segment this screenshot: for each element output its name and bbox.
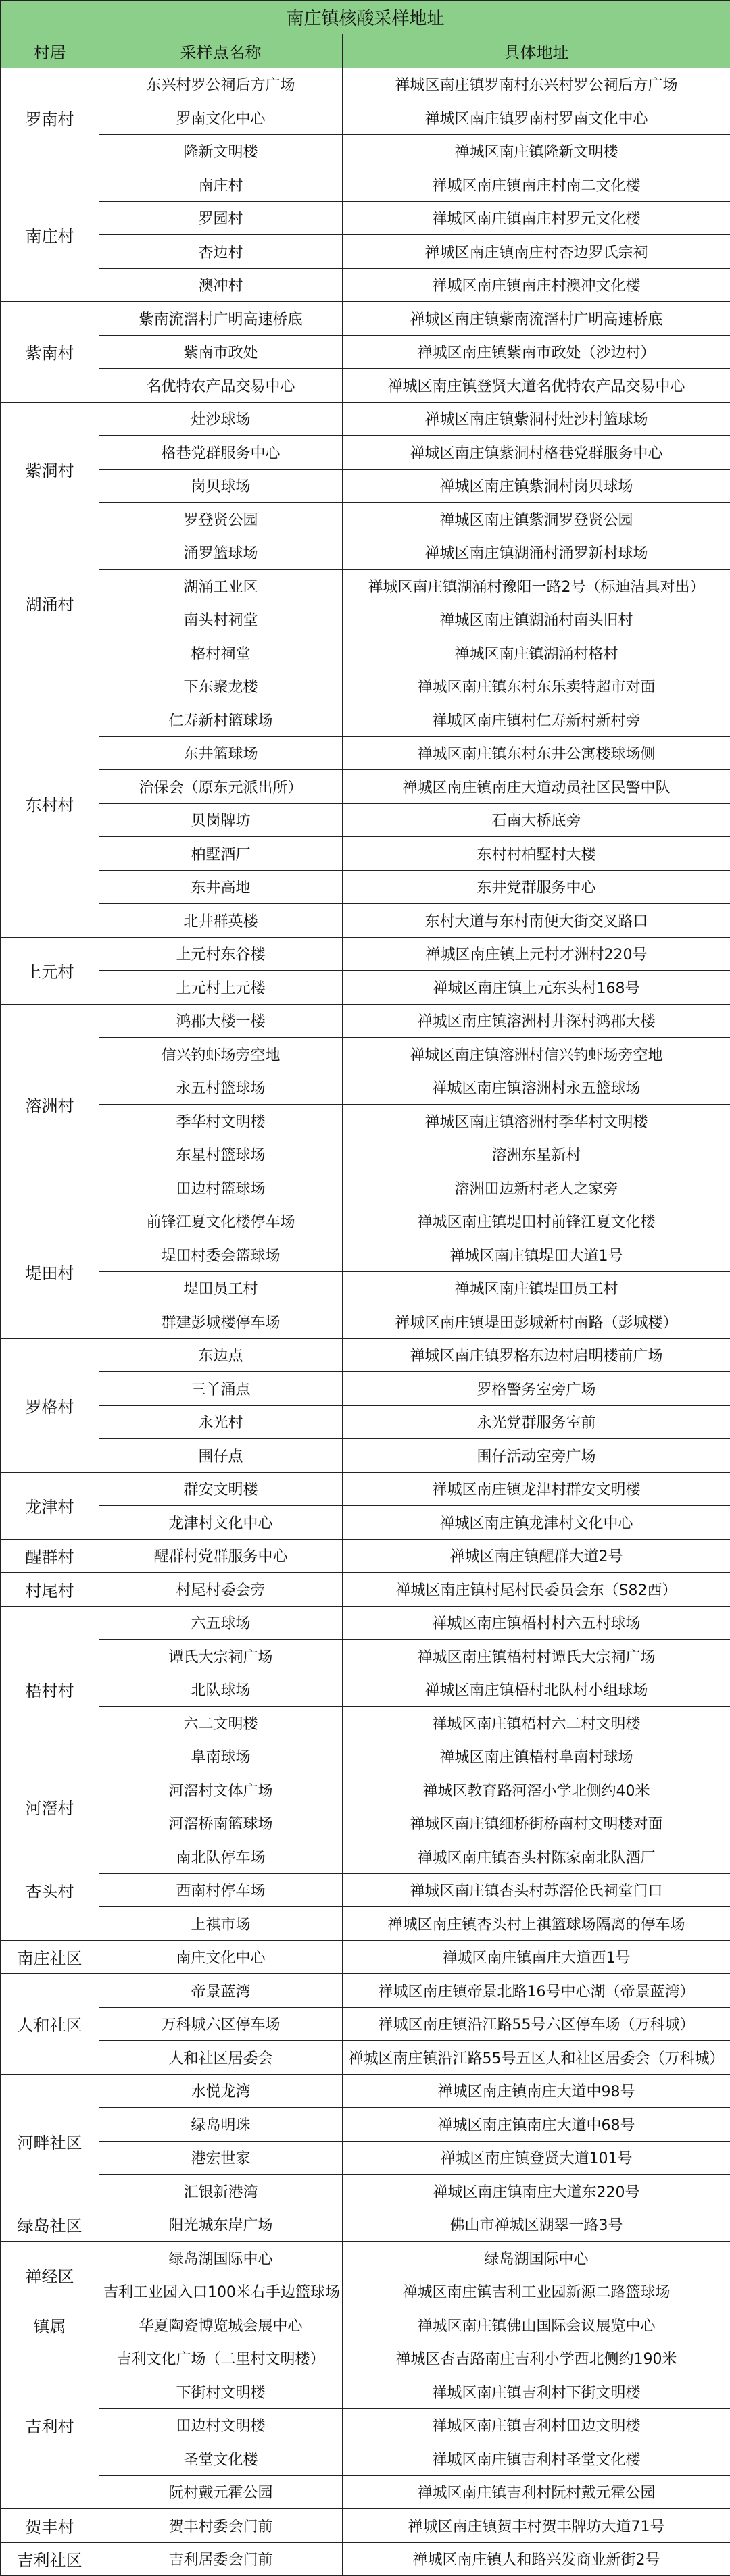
address-cell: 禅城区南庄镇堤田村前锋江夏文化楼 — [343, 1205, 730, 1238]
site-name-cell: 东井篮球场 — [99, 736, 343, 770]
table-row — [1, 2074, 730, 2108]
table-row — [1, 2509, 730, 2543]
address-cell: 禅城区南庄镇吉利村下街文明楼 — [343, 2375, 730, 2409]
address-cell: 禅城区南庄镇紫南流滘村广明高速桥底 — [343, 302, 730, 336]
address-cell: 永光党群服务室前 — [343, 1405, 730, 1439]
table-row — [1, 2342, 730, 2375]
address-cell: 禅城区杏吉路南庄吉利小学西北侧约190米 — [343, 2342, 730, 2375]
site-name-cell: 村尾村委会旁 — [99, 1573, 343, 1607]
site-name-cell: 灶沙球场 — [99, 402, 343, 436]
table-row — [1, 2442, 730, 2476]
table-row — [1, 1640, 730, 1673]
site-name-cell: 吉利工业园入口100米右手边篮球场 — [99, 2275, 343, 2308]
table-row — [1, 369, 730, 403]
village-cell: 河畔社区 — [1, 2074, 99, 2208]
village-cell: 紫洞村 — [1, 402, 99, 536]
site-name-cell: 格村祠堂 — [99, 636, 343, 670]
address-cell: 禅城区南庄镇湖涌村涌罗新村球场 — [343, 536, 730, 570]
table-row — [1, 503, 730, 536]
site-name-cell: 北井群英楼 — [99, 904, 343, 938]
address-cell: 禅城区南庄镇杏头村上祺篮球场隔离的停车场 — [343, 1907, 730, 1941]
address-cell: 禅城区南庄镇堤田大道1号 — [343, 1238, 730, 1272]
table-row — [1, 1472, 730, 1506]
table-row — [1, 1071, 730, 1105]
site-name-cell: 治保会（原东元派出所） — [99, 770, 343, 804]
village-cell: 村尾村 — [1, 1573, 99, 1607]
address-cell: 禅城区南庄镇杏头村陈家南北队酒厂 — [343, 1840, 730, 1874]
site-name-cell: 田边村篮球场 — [99, 1171, 343, 1205]
site-name-cell: 东星村篮球场 — [99, 1138, 343, 1171]
address-cell: 禅城区南庄镇杏头村苏滘伦氏祠堂门口 — [343, 1873, 730, 1907]
table-row — [1, 670, 730, 703]
site-name-cell: 汇银新港湾 — [99, 2175, 343, 2208]
address-cell: 东村大道与东村南便大街交叉路口 — [343, 904, 730, 938]
address-cell: 禅城区南庄镇南庄村澳冲文化楼 — [343, 268, 730, 302]
page-title: 南庄镇核酸采样地址 — [1, 1, 730, 34]
address-cell: 禅城区南庄镇罗格东边村启明楼前广场 — [343, 1338, 730, 1372]
village-cell: 吉利村 — [1, 2342, 99, 2509]
village-cell: 堤田村 — [1, 1205, 99, 1338]
site-name-cell: 万科城六区停车场 — [99, 2007, 343, 2041]
table-row — [1, 1138, 730, 1171]
village-cell: 贺丰村 — [1, 2509, 99, 2543]
village-cell: 人和社区 — [1, 1974, 99, 2075]
address-cell: 禅城区南庄镇南庄村杏边罗氏宗祠 — [343, 235, 730, 269]
table-row — [1, 469, 730, 503]
site-name-cell: 永光村 — [99, 1405, 343, 1439]
address-cell: 禅城区南庄镇贺丰村贺丰牌坊大道71号 — [343, 2509, 730, 2543]
header-site-name: 采样点名称 — [99, 34, 343, 68]
site-name-cell: 人和社区居委会 — [99, 2041, 343, 2075]
address-cell: 禅城区南庄镇紫洞村灶沙村篮球场 — [343, 402, 730, 436]
address-cell: 禅城区南庄镇龙津村文化中心 — [343, 1506, 730, 1540]
address-cell: 东井党群服务中心 — [343, 870, 730, 904]
site-name-cell: 鸿郡大楼一楼 — [99, 1004, 343, 1038]
table-row — [1, 837, 730, 871]
address-cell: 佛山市禅城区湖翠一路3号 — [343, 2208, 730, 2242]
village-cell: 溶洲村 — [1, 1004, 99, 1205]
table-row — [1, 870, 730, 904]
address-cell: 石南大桥底旁 — [343, 803, 730, 837]
site-name-cell: 上元村上元楼 — [99, 971, 343, 1005]
table-row — [1, 1238, 730, 1272]
address-cell: 溶洲田边新村老人之家旁 — [343, 1171, 730, 1205]
table-row — [1, 1305, 730, 1339]
village-cell: 紫南村 — [1, 302, 99, 403]
site-name-cell: 南北队停车场 — [99, 1840, 343, 1874]
table-row — [1, 235, 730, 269]
site-name-cell: 吉利文化广场（二里村文明楼） — [99, 2342, 343, 2375]
table-row — [1, 1439, 730, 1473]
village-cell: 罗南村 — [1, 68, 99, 168]
address-cell: 围仔活动室旁广场 — [343, 1439, 730, 1473]
table-row — [1, 536, 730, 570]
site-name-cell: 阮村戴元霍公园 — [99, 2475, 343, 2509]
table-row — [1, 1907, 730, 1941]
village-cell: 吉利社区 — [1, 2542, 99, 2576]
table-row — [1, 335, 730, 369]
site-name-cell: 柏墅酒厂 — [99, 837, 343, 871]
address-cell: 禅城区南庄镇紫洞罗登贤公园 — [343, 503, 730, 536]
table-row — [1, 2108, 730, 2142]
address-cell: 禅城区南庄镇沿江路55号五区人和社区居委会（万科城） — [343, 2041, 730, 2075]
site-name-cell: 西南村停车场 — [99, 1873, 343, 1907]
site-name-cell: 罗登贤公园 — [99, 503, 343, 536]
site-name-cell: 下街村文明楼 — [99, 2375, 343, 2409]
table-row — [1, 636, 730, 670]
address-cell: 禅城区南庄镇溶洲村信兴钓虾场旁空地 — [343, 1038, 730, 1071]
address-cell: 东村村柏墅村大楼 — [343, 837, 730, 871]
site-name-cell: 季华村文明楼 — [99, 1105, 343, 1138]
site-name-cell: 南庄文化中心 — [99, 1940, 343, 1974]
table-row — [1, 134, 730, 168]
table-row — [1, 68, 730, 101]
site-name-cell: 罗园村 — [99, 201, 343, 235]
table-row — [1, 268, 730, 302]
village-cell: 上元村 — [1, 937, 99, 1004]
site-name-cell: 阜南球场 — [99, 1740, 343, 1773]
table-row — [1, 2007, 730, 2041]
table-row — [1, 1405, 730, 1439]
site-name-cell: 杏边村 — [99, 235, 343, 269]
site-name-cell: 永五村篮球场 — [99, 1071, 343, 1105]
address-cell: 禅城区南庄镇上元村才洲村220号 — [343, 937, 730, 971]
table-row — [1, 1707, 730, 1740]
table-row — [1, 2542, 730, 2576]
table-row — [1, 1539, 730, 1573]
table-row — [1, 971, 730, 1005]
address-cell: 禅城区南庄镇隆新文明楼 — [343, 134, 730, 168]
table-row — [1, 402, 730, 436]
table-row — [1, 1873, 730, 1907]
village-cell: 梧村村 — [1, 1606, 99, 1773]
site-name-cell: 三丫涌点 — [99, 1372, 343, 1406]
address-cell: 禅城区南庄镇吉利村田边文明楼 — [343, 2408, 730, 2442]
site-name-cell: 醒群村党群服务中心 — [99, 1539, 343, 1573]
table-row — [1, 736, 730, 770]
table-row — [1, 603, 730, 636]
table-row — [1, 1673, 730, 1707]
table-row — [1, 302, 730, 336]
address-cell: 绿岛湖国际中心 — [343, 2242, 730, 2275]
village-cell: 镇属 — [1, 2308, 99, 2342]
address-cell: 禅城区南庄镇登贤大道101号 — [343, 2141, 730, 2175]
table-row — [1, 803, 730, 837]
address-cell: 禅城区南庄镇人和路兴发商业新街2号 — [343, 2542, 730, 2576]
address-cell: 禅城区南庄镇龙津村群安文明楼 — [343, 1472, 730, 1506]
table-row — [1, 2475, 730, 2509]
table-row — [1, 1974, 730, 2008]
table-row — [1, 1573, 730, 1607]
table-row — [1, 2242, 730, 2275]
address-cell: 禅城区南庄镇梧村村谭氏大宗祠广场 — [343, 1640, 730, 1673]
site-name-cell: 澳冲村 — [99, 268, 343, 302]
table-row — [1, 570, 730, 603]
table-row — [1, 1105, 730, 1138]
site-name-cell: 贝岗牌坊 — [99, 803, 343, 837]
table-row — [1, 1606, 730, 1640]
address-cell: 禅城区南庄镇帝景北路16号中心湖（帝景蓝湾） — [343, 1974, 730, 2008]
table-row — [1, 904, 730, 938]
table-row — [1, 2408, 730, 2442]
table-row — [1, 1271, 730, 1305]
table-row — [1, 2175, 730, 2208]
site-name-cell: 紫南流滘村广明高速桥底 — [99, 302, 343, 336]
site-name-cell: 东边点 — [99, 1338, 343, 1372]
table-row — [1, 1004, 730, 1038]
site-name-cell: 龙津村文化中心 — [99, 1506, 343, 1540]
table-body — [1, 68, 730, 2576]
site-name-cell: 群建彭城楼停车场 — [99, 1305, 343, 1339]
site-name-cell: 围仔点 — [99, 1439, 343, 1473]
site-name-cell: 河滘村文体广场 — [99, 1773, 343, 1807]
site-name-cell: 贺丰村委会门前 — [99, 2509, 343, 2543]
address-cell: 禅城区南庄镇梧村北队村小组球场 — [343, 1673, 730, 1707]
address-cell: 禅城区南庄镇南庄大道中68号 — [343, 2108, 730, 2142]
site-name-cell: 岗贝球场 — [99, 469, 343, 503]
village-cell: 湖涌村 — [1, 536, 99, 670]
site-name-cell: 前锋江夏文化楼停车场 — [99, 1205, 343, 1238]
header-row — [1, 34, 730, 68]
header-address: 具体地址 — [343, 34, 730, 68]
site-name-cell: 涌罗篮球场 — [99, 536, 343, 570]
address-cell: 禅城区南庄镇登贤大道名优特农产品交易中心 — [343, 369, 730, 403]
site-name-cell: 田边村文明楼 — [99, 2408, 343, 2442]
village-cell: 杏头村 — [1, 1840, 99, 1941]
address-cell: 禅城区南庄镇紫洞村格巷党群服务中心 — [343, 436, 730, 470]
table-row — [1, 1506, 730, 1540]
table-row — [1, 1840, 730, 1874]
table-row — [1, 201, 730, 235]
table-row — [1, 101, 730, 135]
village-cell: 东村村 — [1, 670, 99, 937]
address-cell: 禅城区南庄镇罗南村东兴村罗公祠后方广场 — [343, 68, 730, 101]
header-village: 村居 — [1, 34, 99, 68]
address-cell: 禅城区南庄镇上元东头村168号 — [343, 971, 730, 1005]
site-name-cell: 上元村东谷楼 — [99, 937, 343, 971]
table-row — [1, 1038, 730, 1071]
table-row — [1, 1205, 730, 1238]
village-cell: 绿岛社区 — [1, 2208, 99, 2242]
site-name-cell: 北队球场 — [99, 1673, 343, 1707]
table-row — [1, 168, 730, 202]
village-cell: 罗格村 — [1, 1338, 99, 1472]
address-cell: 禅城区南庄镇吉利村圣堂文化楼 — [343, 2442, 730, 2476]
site-name-cell: 上祺市场 — [99, 1907, 343, 1941]
address-cell: 禅城区南庄镇南庄大道西1号 — [343, 1940, 730, 1974]
village-cell: 龙津村 — [1, 1472, 99, 1539]
site-name-cell: 下东聚龙楼 — [99, 670, 343, 703]
site-name-cell: 名优特农产品交易中心 — [99, 369, 343, 403]
site-name-cell: 格巷党群服务中心 — [99, 436, 343, 470]
address-cell: 罗格警务室旁广场 — [343, 1372, 730, 1406]
address-cell: 禅城区南庄镇村仁寿新村新村旁 — [343, 703, 730, 737]
table-row — [1, 1940, 730, 1974]
site-name-cell: 仁寿新村篮球场 — [99, 703, 343, 737]
table-row — [1, 1372, 730, 1406]
address-cell: 禅城区南庄镇南庄大道中98号 — [343, 2074, 730, 2108]
address-cell: 禅城区南庄镇紫南市政处（沙边村） — [343, 335, 730, 369]
site-name-cell: 圣堂文化楼 — [99, 2442, 343, 2476]
site-name-cell: 绿岛湖国际中心 — [99, 2242, 343, 2275]
address-cell: 禅城区南庄镇南庄大道动员社区民警中队 — [343, 770, 730, 804]
site-name-cell: 罗南文化中心 — [99, 101, 343, 135]
address-cell: 禅城区南庄镇梧村阜南村球场 — [343, 1740, 730, 1773]
site-name-cell: 六五球场 — [99, 1606, 343, 1640]
site-name-cell: 堤田员工村 — [99, 1271, 343, 1305]
address-cell: 禅城区南庄镇梧村六二村文明楼 — [343, 1707, 730, 1740]
village-cell: 南庄社区 — [1, 1940, 99, 1974]
site-name-cell: 华夏陶瓷博览城会展中心 — [99, 2308, 343, 2342]
address-cell: 禅城区南庄镇溶洲村季华村文明楼 — [343, 1105, 730, 1138]
village-cell: 河滘村 — [1, 1773, 99, 1840]
address-cell: 禅城区南庄镇东村东乐卖特超市对面 — [343, 670, 730, 703]
table-row — [1, 436, 730, 470]
site-name-cell: 隆新文明楼 — [99, 134, 343, 168]
site-name-cell: 阳光城东岸广场 — [99, 2208, 343, 2242]
address-cell: 禅城区南庄镇湖涌村格村 — [343, 636, 730, 670]
table-row — [1, 770, 730, 804]
address-cell: 禅城区南庄镇东村东井公寓楼球场侧 — [343, 736, 730, 770]
table-row — [1, 1740, 730, 1773]
address-cell: 禅城区南庄镇吉利村阮村戴元霍公园 — [343, 2475, 730, 2509]
table-row — [1, 2375, 730, 2409]
site-name-cell: 吉利居委会门前 — [99, 2542, 343, 2576]
village-cell: 禅经区 — [1, 2242, 99, 2308]
address-cell: 禅城区南庄镇吉利工业园新源二路篮球场 — [343, 2275, 730, 2308]
site-name-cell: 河滘桥南篮球场 — [99, 1807, 343, 1840]
address-cell: 禅城区南庄镇溶洲村永五篮球场 — [343, 1071, 730, 1105]
address-cell: 禅城区南庄镇堤田彭城新村南路（彭城楼） — [343, 1305, 730, 1339]
table-row — [1, 1338, 730, 1372]
table-row — [1, 937, 730, 971]
address-cell: 禅城区教育路河滘小学北侧约40米 — [343, 1773, 730, 1807]
table-row — [1, 1773, 730, 1807]
table-row — [1, 1171, 730, 1205]
address-cell: 禅城区南庄镇紫洞村岗贝球场 — [343, 469, 730, 503]
table-row — [1, 2041, 730, 2075]
address-cell: 禅城区南庄镇佛山国际会议展览中心 — [343, 2308, 730, 2342]
table-row — [1, 2275, 730, 2308]
site-name-cell: 水悦龙湾 — [99, 2074, 343, 2108]
address-cell: 禅城区南庄镇细桥街桥南村文明楼对面 — [343, 1807, 730, 1840]
address-cell: 禅城区南庄镇溶洲村井深村鸿郡大楼 — [343, 1004, 730, 1038]
table-row — [1, 2141, 730, 2175]
address-cell: 禅城区南庄镇湖涌村豫阳一路2号（标迪洁具对出） — [343, 570, 730, 603]
address-cell: 禅城区南庄镇堤田员工村 — [343, 1271, 730, 1305]
address-cell: 禅城区南庄镇湖涌村南头旧村 — [343, 603, 730, 636]
village-cell: 醒群村 — [1, 1539, 99, 1573]
address-cell: 禅城区南庄镇醒群大道2号 — [343, 1539, 730, 1573]
site-name-cell: 群安文明楼 — [99, 1472, 343, 1506]
address-cell: 禅城区南庄镇南庄村南二文化楼 — [343, 168, 730, 202]
site-name-cell: 紫南市政处 — [99, 335, 343, 369]
site-name-cell: 六二文明楼 — [99, 1707, 343, 1740]
table-row — [1, 703, 730, 737]
table-row — [1, 2208, 730, 2242]
site-name-cell: 谭氏大宗祠广场 — [99, 1640, 343, 1673]
site-name-cell: 湖涌工业区 — [99, 570, 343, 603]
address-cell: 禅城区南庄镇沿江路55号六区停车场（万科城） — [343, 2007, 730, 2041]
address-cell: 禅城区南庄镇村尾村民委员会东（S82西） — [343, 1573, 730, 1607]
table-row — [1, 2308, 730, 2342]
site-name-cell: 南头村祠堂 — [99, 603, 343, 636]
site-name-cell: 帝景蓝湾 — [99, 1974, 343, 2008]
site-name-cell: 信兴钓虾场旁空地 — [99, 1038, 343, 1071]
village-cell: 南庄村 — [1, 168, 99, 302]
address-cell: 禅城区南庄镇梧村村六五村球场 — [343, 1606, 730, 1640]
address-cell: 禅城区南庄镇南庄村罗元文化楼 — [343, 201, 730, 235]
address-cell: 禅城区南庄镇罗南村罗南文化中心 — [343, 101, 730, 135]
table-row — [1, 1807, 730, 1840]
site-name-cell: 东井高地 — [99, 870, 343, 904]
site-name-cell: 堤田村委会篮球场 — [99, 1238, 343, 1272]
site-name-cell: 港宏世家 — [99, 2141, 343, 2175]
address-cell: 溶洲东星新村 — [343, 1138, 730, 1171]
address-cell: 禅城区南庄镇南庄大道东220号 — [343, 2175, 730, 2208]
site-name-cell: 绿岛明珠 — [99, 2108, 343, 2142]
site-name-cell: 东兴村罗公祠后方广场 — [99, 68, 343, 101]
site-name-cell: 南庄村 — [99, 168, 343, 202]
